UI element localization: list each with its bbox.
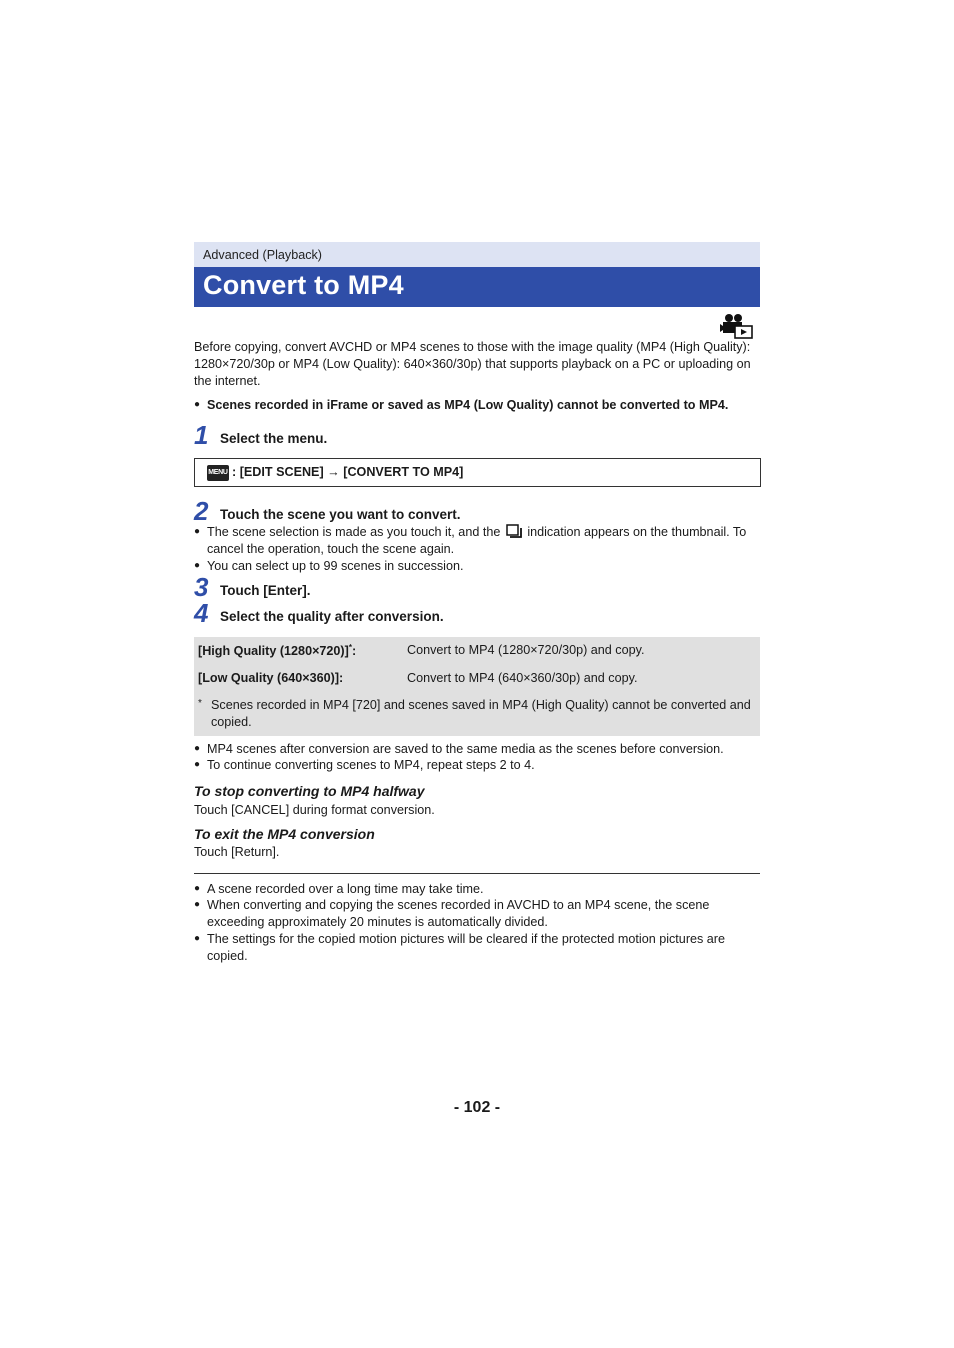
step-2-text: Touch the scene you want to convert. xyxy=(220,507,461,522)
step-3-number: 3 xyxy=(194,572,209,602)
after-bullet-2: ● To continue converting scenes to MP4, repeat steps 2 to 4. xyxy=(194,758,535,772)
bullet-icon: ● xyxy=(194,759,201,770)
bullet-icon: ● xyxy=(194,526,201,537)
restriction-note: ● Scenes recorded in iFrame or saved as MP4 (Low Quality) cannot be converted to MP4. xyxy=(194,398,729,412)
high-quality-label: [High Quality (1280×720)]*: xyxy=(198,643,357,659)
intro-text: Before copying, convert AVCHD or MP4 scenes to those with the image quality (MP4 (High Quality): 1280×720/30p or MP4 (Low Quality): 640×360/30p) that supports playback on a PC or uploading on the internet. xyxy=(194,340,751,388)
bullet-icon: ● xyxy=(194,399,201,410)
bullet-icon: ● xyxy=(194,933,201,944)
bullet-icon: ● xyxy=(194,883,201,894)
motion-picture-playback-icon xyxy=(720,312,754,340)
bullet-icon: ● xyxy=(194,899,201,910)
exit-heading: To exit the MP4 conversion xyxy=(194,826,375,842)
step-1-text: Select the menu. xyxy=(220,431,328,446)
note-2: ● When converting and copying the scenes recorded in AVCHD to an MP4 scene, the scene exceeding approximately 20 minutes is automatically divided. xyxy=(194,898,710,929)
low-quality-label: [Low Quality (640×360)]: xyxy=(198,671,344,685)
high-quality-value: Convert to MP4 (1280×720/30p) and copy. xyxy=(407,643,645,657)
note-1: ● A scene recorded over a long time may take time. xyxy=(194,882,484,896)
step-2-bullet-1: ● The scene selection is made as you touch it, and the indication appears on the thumbnail. To cancel the operation, touch the scene again. xyxy=(194,525,747,556)
bullet-icon: ● xyxy=(194,743,201,754)
menu-path-box xyxy=(194,458,761,487)
step-4-number: 4 xyxy=(194,598,209,628)
step-4-text: Select the quality after conversion. xyxy=(220,609,444,624)
section-header xyxy=(194,242,760,268)
divider xyxy=(194,873,760,874)
note-3: ● The settings for the copied motion pictures will be cleared if the protected motion pictures are copied. xyxy=(194,932,726,963)
title-bar xyxy=(194,267,760,307)
step-2-number: 2 xyxy=(194,496,209,526)
step-3-text: Touch [Enter]. xyxy=(220,583,311,598)
after-bullet-1: ● MP4 scenes after conversion are saved to the same media as the scenes before conversion. xyxy=(194,742,724,756)
step-1-number: 1 xyxy=(194,420,209,450)
low-quality-value: Convert to MP4 (640×360/30p) and copy. xyxy=(407,671,638,685)
page-title: Convert to MP4 xyxy=(203,270,404,300)
stop-heading: To stop converting to MP4 halfway xyxy=(194,783,425,799)
stop-text: Touch [CANCEL] during format conversion. xyxy=(194,803,435,817)
exit-text: Touch [Return]. xyxy=(194,845,280,859)
section-label: Advanced (Playback) xyxy=(203,248,323,262)
quality-footnote: Scenes recorded in MP4 [720] and scenes saved in MP4 (High Quality) cannot be converted and copied. xyxy=(211,698,751,729)
menu-icon: MENU xyxy=(207,465,229,481)
bullet-icon: ● xyxy=(194,560,201,571)
footnote-mark: * xyxy=(198,698,202,709)
menu-path: : [EDIT SCENE] → [CONVERT TO MP4] xyxy=(232,465,464,479)
step-2-bullet-2: ● You can select up to 99 scenes in succession. xyxy=(194,559,464,573)
quality-table xyxy=(194,637,760,736)
page-number: - 102 - xyxy=(453,1099,501,1116)
copy-indication-icon xyxy=(506,524,522,539)
